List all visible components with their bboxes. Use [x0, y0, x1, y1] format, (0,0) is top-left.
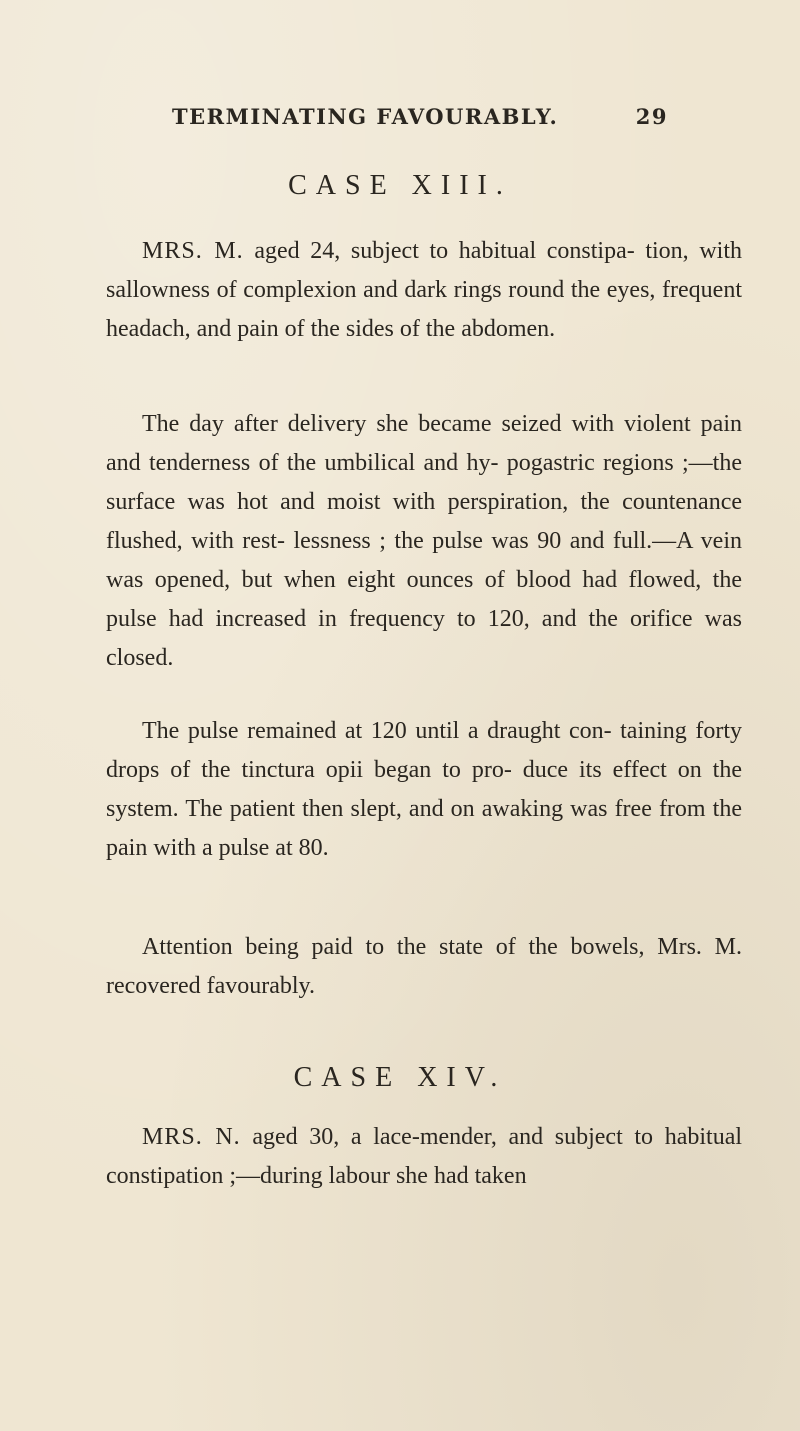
- case-xiv-paragraph-1-text: aged 30, a lace-mender, and subject to habitual constipation ;—during labour she had taken: [106, 1124, 743, 1189]
- case-xiv-patient-name: MRS. N.: [142, 1124, 241, 1150]
- case-xiii-paragraph-1: [106, 232, 742, 349]
- case-xiii-paragraph-1-text: aged 24, subject to habitual constipa- tion, with sallowness of complexion and dark rings round the eyes, frequent headach, and pain of the sides of the abdomen.: [106, 238, 742, 342]
- case-xiii-paragraph-4-text: Attention being paid to the state of the bowels, Mrs. M. recovered favourably.: [106, 934, 742, 999]
- case-xiii-paragraph-4: [106, 928, 742, 1006]
- running-title: TERMINATING FAVOURABLY.: [172, 104, 559, 129]
- case-xiv-paragraph-1: [106, 1118, 742, 1196]
- case-xiii-heading: CASE XIII.: [288, 170, 512, 201]
- case-xiii-patient-name: MRS. M.: [142, 238, 244, 264]
- case-xiii-paragraph-3-text: The pulse remained at 120 until a draught con- taining forty drops of the tinctura opii began to pro- duce its effect on the system. The patient then slept, and on awaking was free from the pain with a pulse at 80.: [106, 718, 742, 861]
- case-xiii-paragraph-2: [106, 405, 742, 678]
- case-xiv-heading: CASE XIV.: [293, 1062, 507, 1093]
- case-xiii-paragraph-3: [106, 712, 742, 868]
- case-xiii-paragraph-2-text: The day after delivery she became seized with violent pain and tenderness of the umbilical and hy- pogastric regions ;—the surface was hot and moist with perspiration, the countenance flushed, with rest- lessness ; the pulse was 90 and full.—A vein was opened, but when eight ounces of blood had flowed, the pulse had increased in frequency to 120, and the orifice was closed.: [106, 411, 742, 671]
- page-number: 29: [635, 104, 668, 129]
